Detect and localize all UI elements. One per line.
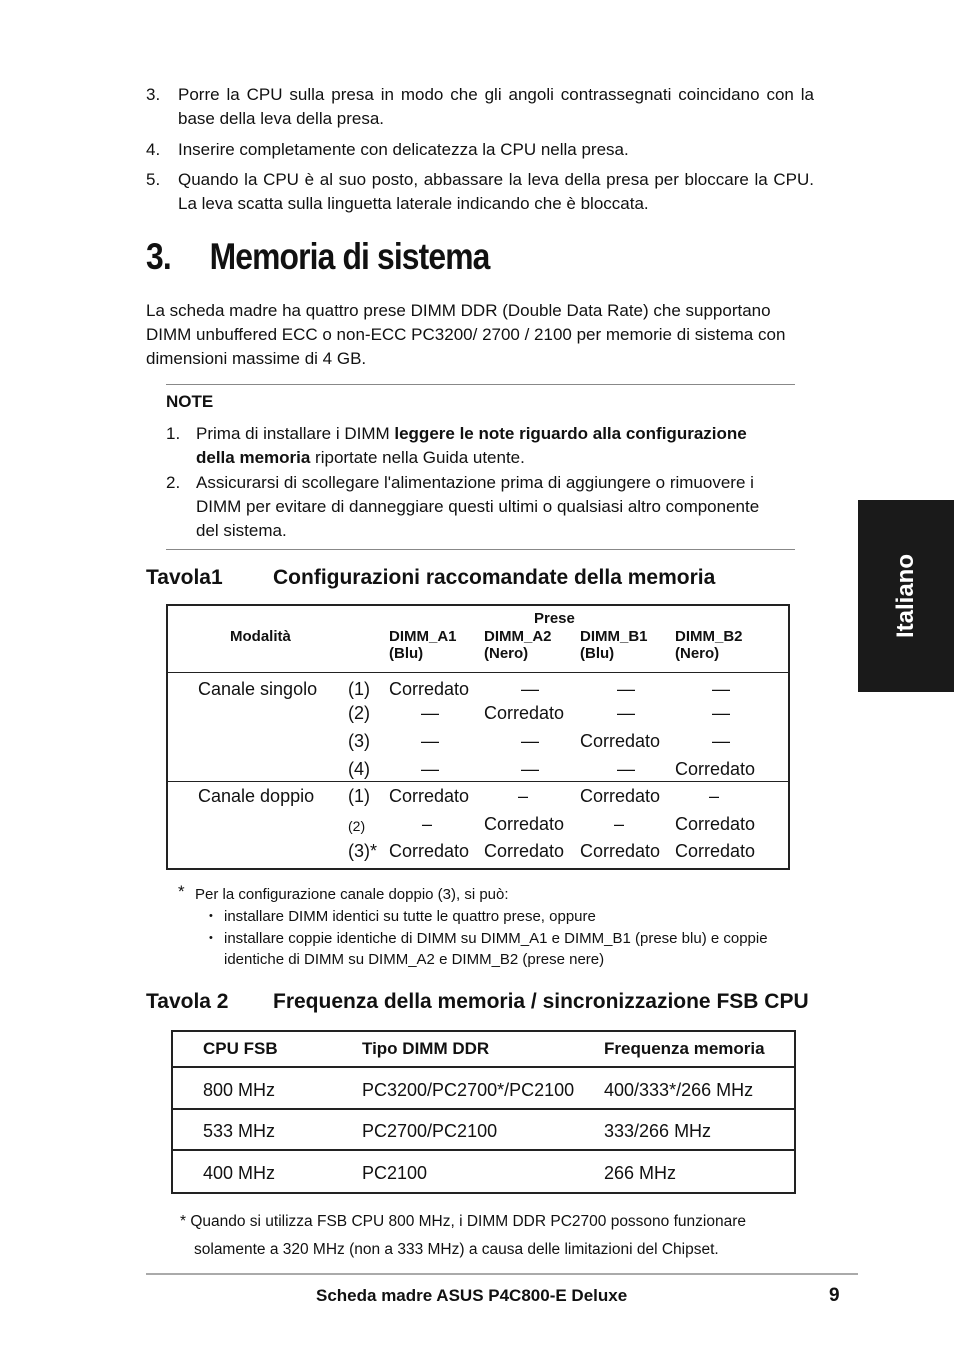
table-cell: — [521, 759, 539, 779]
header-mode: Modalità [230, 628, 291, 645]
header-frequency: Frequenza memoria [604, 1039, 765, 1058]
note-title: NOTE [166, 392, 214, 411]
header-dimm-type: Tipo DIMM DDR [362, 1039, 490, 1058]
header-dimm-b2 [675, 628, 743, 662]
table-cell: — [421, 703, 439, 723]
col-color: (Nero) [675, 645, 720, 662]
col-name: DIMM_A2 [484, 628, 552, 645]
header-prese: Prese [534, 610, 575, 627]
header-dimm-a2 [484, 628, 552, 662]
row-index: (4) [348, 759, 370, 779]
table-cell: 533 MHz [203, 1121, 276, 1141]
table-cell: 333/266 MHz [604, 1121, 712, 1141]
step-number: 5. [146, 170, 161, 189]
table-cell: Corredato [675, 814, 756, 834]
step-text: Quando la CPU è al suo posto, abbassare la leva della presa per bloccare la CPU. La leva scatta sulla linguetta laterale indicando che è bloccata. [178, 170, 814, 213]
table-cell: Corredato [484, 841, 565, 861]
note-text-pre: Prima di installare i DIMM [196, 424, 395, 443]
table-cell: — [421, 759, 439, 779]
step-number: 4. [146, 140, 161, 159]
table-cell: — [712, 703, 730, 723]
table2-caption [146, 990, 809, 1014]
step-5 [146, 168, 814, 216]
table-cell: — [617, 759, 635, 779]
table-cell: Corredato [389, 786, 470, 806]
mode-dual: Canale doppio [198, 786, 315, 806]
table-cell: — [521, 679, 539, 699]
table2-title: Frequenza della memoria / sincronizzazione FSB CPU [273, 990, 809, 1013]
col-name: DIMM_B2 [675, 628, 743, 645]
table-cell: Corredato [675, 759, 756, 779]
step-text: Inserire completamente con delicatezza la CPU nella presa. [178, 140, 629, 159]
row-index: (2) [348, 818, 366, 834]
table-cell: — [712, 679, 730, 699]
col-name: DIMM_A1 [389, 628, 457, 645]
header-dimm-b1 [580, 628, 648, 662]
row-index: (3)* [348, 841, 378, 861]
footnote1-bullet-1: installare DIMM identici su tutte le quattro prese, oppure [224, 908, 596, 925]
row-separator [173, 1066, 794, 1068]
table-cell: Corredato [484, 703, 565, 723]
table-cell: — [617, 703, 635, 723]
header-dimm-a1 [389, 628, 457, 662]
row-separator [173, 1149, 794, 1151]
language-label: Italiano [892, 553, 919, 639]
table-cell: — [712, 731, 730, 751]
page-number: 9 [829, 1285, 840, 1306]
col-color: (Nero) [484, 645, 529, 662]
table-cell: – [518, 786, 529, 806]
col-name: DIMM_B1 [580, 628, 648, 645]
fsb-frequency-table [171, 1030, 796, 1194]
table-cell: – [614, 814, 625, 834]
bullet-icon: • [209, 910, 213, 922]
table-cell: Corredato [484, 814, 565, 834]
row-separator [173, 1108, 794, 1110]
step-text: Porre la CPU sulla presa in modo che gli angoli contrassegnati coincidano con la base della leva della presa. [178, 85, 814, 128]
note-item-2 [166, 471, 784, 543]
footnote2-line1: * Quando si utilizza FSB CPU 800 MHz, i DIMM DDR PC2700 possono funzionare [180, 1213, 746, 1230]
footnote-star: * [178, 882, 185, 901]
table-cell: Corredato [389, 679, 470, 699]
footer-rule [146, 1273, 858, 1275]
table-cell: Corredato [675, 841, 756, 861]
table1-title: Configurazioni raccomandate della memoria [273, 566, 716, 589]
row-index: (1) [348, 786, 370, 806]
section-heading [146, 236, 489, 278]
note-number: 1. [166, 424, 181, 443]
table-cell: PC2100 [362, 1163, 428, 1183]
note-text: Assicurarsi di scollegare l'alimentazione prima di aggiungere o rimuovere i DIMM per evitare di danneggiare questi ultimi o qualsiasi altro componente del sistema. [196, 473, 760, 540]
bullet-icon: • [209, 932, 213, 944]
note-number: 2. [166, 473, 181, 492]
note-text [196, 422, 784, 470]
table-cell: Corredato [580, 786, 661, 806]
table-cell: PC3200/PC2700*/PC2100 [362, 1080, 575, 1100]
note-item-1 [166, 422, 784, 470]
step-4 [146, 138, 814, 162]
section-title: Memoria di sistema [209, 236, 490, 277]
table1-caption [146, 566, 716, 590]
footnote1-bullet-2: installare coppie identiche di DIMM su DIMM_A1 e DIMM_B1 (prese blu) e coppie identiche di DIMM su DIMM_A2 e DIMM_B2 (prese nere) [224, 930, 768, 968]
memory-config-table [166, 604, 790, 870]
group-separator [168, 781, 788, 782]
col-color: (Blu) [389, 645, 424, 662]
table-cell: — [521, 731, 539, 751]
table-cell: 800 MHz [203, 1080, 276, 1100]
row-index: (2) [348, 703, 370, 723]
header-cpu-fsb: CPU FSB [203, 1039, 278, 1058]
table-cell: — [617, 679, 635, 699]
table-cell: Corredato [580, 731, 661, 751]
note-text-bold: leggere le note riguardo alla configurazione della memoria [196, 424, 747, 467]
intro-paragraph: La scheda madre ha quattro prese DIMM DDR (Double Data Rate) che supportano DIMM unbuffered ECC o non-ECC PC3200/ 2700 / 2100 per memorie di sistema con dimensioni massime di 4 GB. [146, 301, 786, 368]
table2-label: Tavola 2 [146, 990, 229, 1013]
footnote2-line2: solamente a 320 MHz (non a 333 MHz) a causa delle limitazioni del Chipset. [194, 1241, 719, 1258]
table-cell: Corredato [580, 841, 661, 861]
table-cell: PC2700/PC2100 [362, 1121, 498, 1141]
step-number: 3. [146, 85, 161, 104]
header-separator [168, 672, 788, 673]
col-color: (Blu) [580, 645, 615, 662]
footer-title: Scheda madre ASUS P4C800-E Deluxe [316, 1286, 628, 1305]
step-3 [146, 83, 814, 131]
table-cell: Corredato [389, 841, 470, 861]
footnote1-text: Per la configurazione canale doppio (3), si può: [195, 886, 509, 903]
note-top-rule [166, 384, 795, 385]
row-index: (1) [348, 679, 370, 699]
table-cell: — [421, 731, 439, 751]
row-index: (3) [348, 731, 370, 751]
table-cell: 400 MHz [203, 1163, 276, 1183]
table-cell: – [709, 786, 720, 806]
mode-single: Canale singolo [198, 679, 318, 699]
table-cell: – [422, 814, 433, 834]
table-cell: 400/333*/266 MHz [604, 1080, 754, 1100]
note-text-post: riportate nella Guida utente. [310, 448, 525, 467]
note-bottom-rule [166, 549, 795, 550]
section-number: 3. [146, 236, 171, 277]
language-side-tab [858, 500, 954, 692]
table1-label: Tavola1 [146, 566, 223, 589]
table-cell: 266 MHz [604, 1163, 677, 1183]
